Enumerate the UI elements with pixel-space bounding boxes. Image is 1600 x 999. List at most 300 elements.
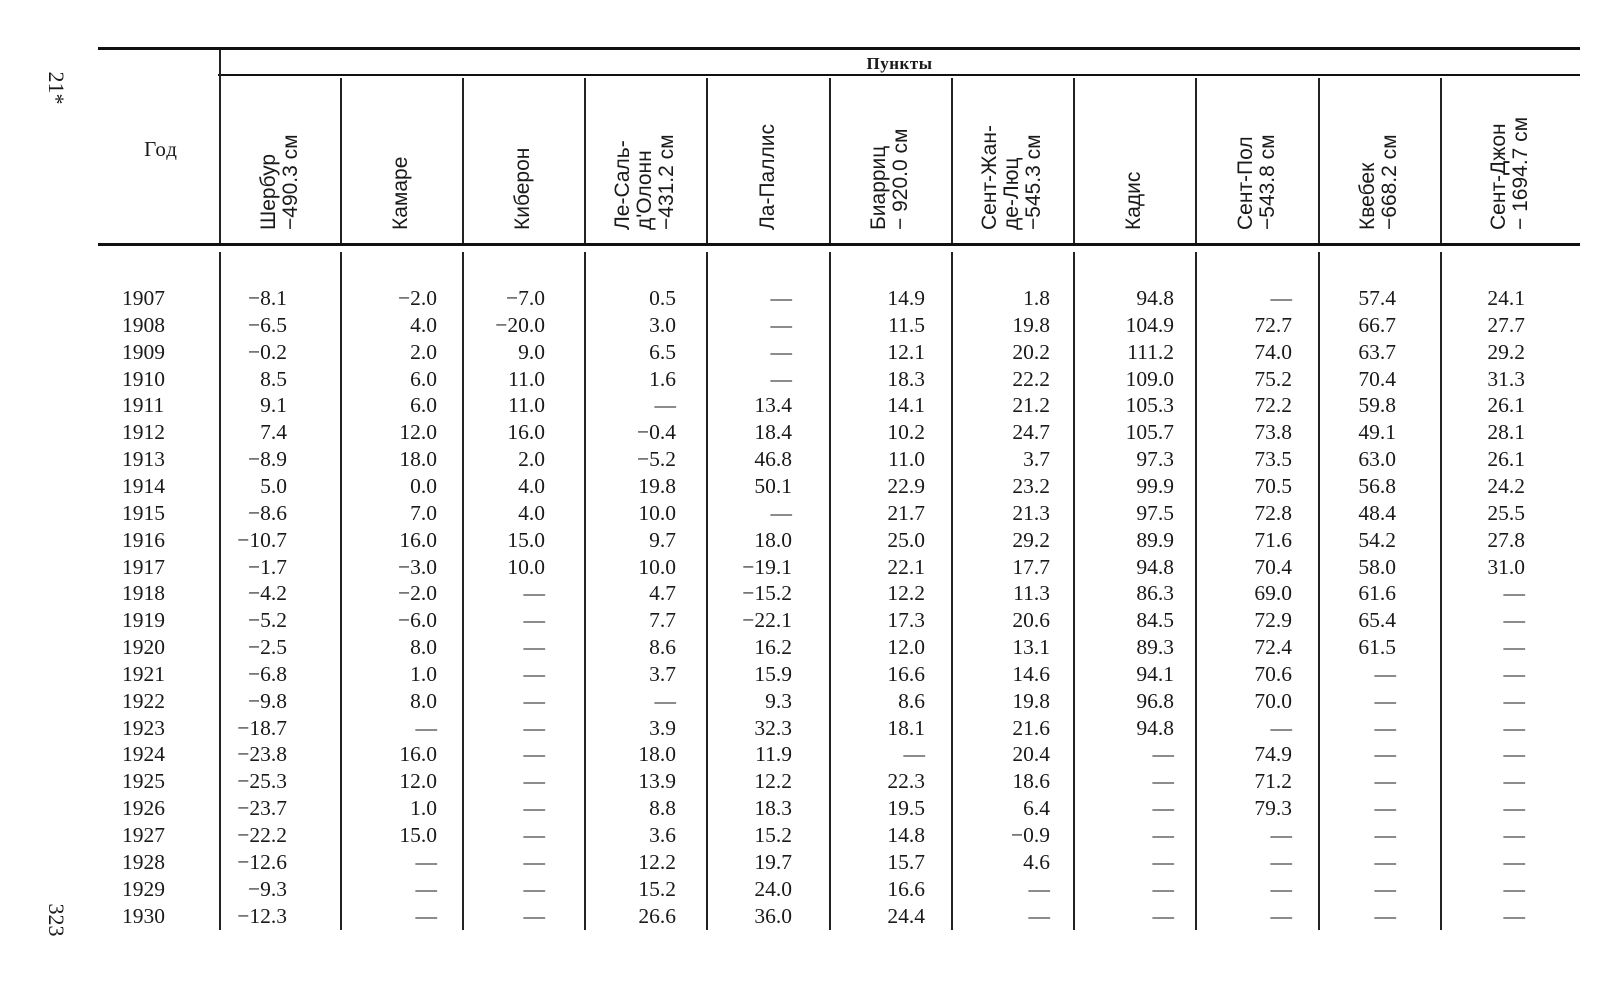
value-cell: 16.6 [887, 876, 925, 901]
value-cell: — [1374, 769, 1396, 794]
value-cell: — [1152, 796, 1174, 821]
value-cell: 72.7 [1254, 312, 1292, 337]
year-cell: 1907 [122, 286, 165, 310]
value-cell: — [1503, 608, 1525, 633]
value-cell: — [1503, 769, 1525, 794]
value-cell: −12.3 [237, 903, 287, 928]
value-cell: 21.7 [887, 500, 925, 525]
year-cell: 1908 [122, 312, 165, 337]
value-cell: — [1503, 661, 1525, 686]
value-cell: 21.3 [1012, 500, 1050, 525]
value-cell: 1.0 [410, 661, 437, 686]
value-cell: 8.6 [898, 688, 925, 713]
value-cell: — [1503, 876, 1525, 901]
group-header-rule [218, 74, 1580, 76]
value-cell: 18.4 [754, 420, 792, 445]
value-cell: −25.3 [237, 769, 287, 794]
value-cell: 2.0 [518, 447, 545, 472]
value-cell: 73.5 [1254, 447, 1292, 472]
value-cell: — [1503, 796, 1525, 821]
value-cell: 3.7 [1023, 447, 1050, 472]
year-cell: 1925 [122, 769, 165, 794]
year-cell: 1910 [122, 366, 165, 391]
value-cell: — [523, 796, 545, 821]
value-cell: 72.4 [1254, 635, 1292, 660]
value-cell: 16.2 [754, 635, 792, 660]
value-cell: 48.4 [1358, 500, 1396, 525]
value-cell: 74.0 [1254, 339, 1292, 364]
value-cell: 70.5 [1254, 473, 1292, 498]
column-header [1449, 82, 1600, 242]
value-cell: −6.5 [247, 312, 287, 337]
value-cell: — [1503, 688, 1525, 713]
value-cell: 84.5 [1136, 608, 1174, 633]
value-cell: — [654, 393, 676, 418]
value-cell: — [770, 286, 792, 310]
value-cell: — [1270, 823, 1292, 847]
year-cell: 1922 [122, 688, 165, 713]
value-cell: −9.3 [247, 876, 287, 901]
value-cell: 11.3 [1013, 581, 1050, 606]
value-cell: 89.9 [1136, 527, 1174, 552]
value-cell: −8.6 [247, 500, 287, 525]
value-cell: 36.0 [754, 903, 792, 928]
value-cell: 18.3 [887, 366, 925, 391]
value-cell: — [1374, 742, 1396, 767]
value-cell: 1.0 [410, 796, 437, 821]
page-number-bottom: 323 [44, 903, 69, 937]
value-cell: 50.1 [754, 473, 792, 498]
value-cell: 4.0 [518, 473, 545, 498]
value-cell: −5.2 [247, 608, 287, 633]
value-cell: 9.0 [518, 339, 545, 364]
value-cell: 6.0 [410, 393, 437, 418]
value-cell: 65.4 [1358, 608, 1396, 633]
value-cell: 15.7 [887, 849, 925, 874]
value-cell: 61.5 [1358, 635, 1396, 660]
value-cell: 24.2 [1487, 473, 1525, 498]
value-cell: 7.0 [410, 500, 437, 525]
value-cell: 6.4 [1023, 796, 1050, 821]
value-cell: 20.4 [1012, 742, 1050, 767]
value-cell: 19.8 [1012, 688, 1050, 713]
value-cell: 70.6 [1254, 661, 1292, 686]
value-cell: −0.2 [247, 339, 287, 364]
value-cell: −2.5 [247, 635, 287, 660]
value-cell: — [1374, 849, 1396, 874]
column-header-line: −490.3 см [278, 134, 302, 230]
value-cell: 49.1 [1358, 420, 1396, 445]
value-cell: — [415, 876, 437, 901]
value-cell: 8.5 [260, 366, 287, 391]
value-cell: −6.8 [247, 661, 287, 686]
value-cell: 14.1 [887, 393, 925, 418]
value-cell: −12.6 [237, 849, 287, 874]
value-cell: 14.6 [1012, 661, 1050, 686]
table-top-rule [98, 47, 1580, 50]
group-header-label: Пункты [866, 54, 933, 73]
value-cell: −8.9 [247, 447, 287, 472]
year-cell: 1926 [122, 796, 165, 821]
value-cell: — [1374, 823, 1396, 847]
value-cell: — [1503, 742, 1525, 767]
value-cell: — [523, 849, 545, 874]
value-cell: — [1374, 876, 1396, 901]
column-header-line: д'Олонн [633, 150, 656, 230]
value-cell: 94.8 [1136, 286, 1174, 310]
value-cell: 24.7 [1012, 420, 1050, 445]
value-cell: 26.6 [638, 903, 676, 928]
column-header-line: − 1694.7 см [1509, 116, 1532, 230]
value-cell: 73.8 [1254, 420, 1292, 445]
value-cell: 1.6 [649, 366, 676, 391]
value-cell: 72.9 [1254, 608, 1292, 633]
value-cell: 105.7 [1125, 420, 1174, 445]
value-cell: — [1152, 742, 1174, 767]
value-cell: 10.0 [638, 554, 676, 579]
value-cell: — [523, 661, 545, 686]
value-cell: 22.1 [887, 554, 925, 579]
year-cell: 1927 [122, 823, 165, 847]
value-cell: 12.2 [887, 581, 925, 606]
value-cell: 46.8 [754, 447, 792, 472]
value-cell: 23.2 [1012, 473, 1050, 498]
value-cell: — [523, 715, 545, 740]
value-cell: −23.7 [237, 796, 287, 821]
value-cell: 11.0 [508, 366, 545, 391]
value-cell: 8.6 [649, 635, 676, 660]
value-cell: 20.2 [1012, 339, 1050, 364]
value-cell: −9.8 [247, 688, 287, 713]
value-cell: 17.3 [887, 608, 925, 633]
value-cell: 19.8 [638, 473, 676, 498]
value-cell: 18.0 [399, 447, 437, 472]
value-cell: 4.6 [1023, 849, 1050, 874]
value-cell: 75.2 [1254, 366, 1292, 391]
value-cell: −1.7 [247, 554, 287, 579]
value-cell: −4.2 [247, 581, 287, 606]
value-cell: 12.0 [399, 420, 437, 445]
year-cell: 1917 [122, 554, 165, 579]
column-header-line: Сент-Пол [1233, 136, 1257, 230]
value-cell: — [1374, 661, 1396, 686]
column-header-line: −543.8 см [1255, 134, 1279, 230]
value-cell: 79.3 [1254, 796, 1292, 821]
value-cell: 94.8 [1136, 715, 1174, 740]
value-cell: 21.6 [1012, 715, 1050, 740]
value-cell: 6.0 [410, 366, 437, 391]
value-cell: — [523, 742, 545, 767]
value-cell: 16.6 [887, 661, 925, 686]
value-cell: 26.1 [1487, 393, 1525, 418]
value-cell: 13.1 [1012, 635, 1050, 660]
value-cell: −23.8 [237, 742, 287, 767]
value-cell: — [523, 769, 545, 794]
value-cell: — [1270, 286, 1292, 310]
column-header-line: −668.2 см [1378, 134, 1401, 230]
value-cell: 24.4 [887, 903, 925, 928]
year-cell: 1930 [122, 903, 165, 928]
year-cell: 1914 [122, 473, 165, 498]
value-cell: 104.9 [1125, 312, 1174, 337]
value-cell: 22.9 [887, 473, 925, 498]
value-cell: 57.4 [1358, 286, 1396, 310]
year-cell: 1920 [122, 635, 165, 660]
value-cell: 11.9 [755, 742, 792, 767]
value-cell: — [523, 688, 545, 713]
value-cell: 63.0 [1358, 447, 1396, 472]
value-cell: 11.0 [508, 393, 545, 418]
value-cell: — [1152, 823, 1174, 847]
value-cell: 4.0 [410, 312, 437, 337]
column-header-line: Кадис [1122, 171, 1145, 230]
value-cell: 71.2 [1254, 769, 1292, 794]
value-cell: 16.0 [507, 420, 545, 445]
value-cell: — [415, 849, 437, 874]
value-cell: 19.7 [754, 849, 792, 874]
value-cell: — [1270, 715, 1292, 740]
column-header-line: −545.3 см [1022, 134, 1045, 230]
value-cell: — [1270, 849, 1292, 874]
year-cell: 1913 [122, 447, 165, 472]
column-header-line: − 920.0 см [889, 128, 912, 230]
value-cell: 19.8 [1012, 312, 1050, 337]
value-cell: 15.2 [754, 823, 792, 847]
value-cell: −3.0 [397, 554, 437, 579]
column-header-line: де-Люц [1000, 157, 1023, 230]
value-cell: 12.0 [399, 769, 437, 794]
year-cell: 1912 [122, 420, 165, 445]
value-cell: — [1503, 849, 1525, 874]
value-cell: — [654, 688, 676, 713]
value-cell: 24.1 [1487, 286, 1525, 310]
column-header-line: −431.2 см [655, 134, 678, 230]
value-cell: — [1152, 769, 1174, 794]
value-cell: 25.0 [887, 527, 925, 552]
value-cell: 70.0 [1254, 688, 1292, 713]
value-cell: — [770, 312, 792, 337]
value-cell: 63.7 [1358, 339, 1396, 364]
value-cell: 9.1 [260, 393, 287, 418]
value-cell: −10.7 [237, 527, 287, 552]
value-cell: 111.2 [1127, 339, 1174, 364]
column-header-line: Ле-Саль- [611, 140, 634, 230]
value-cell: — [1374, 688, 1396, 713]
value-cell: 61.6 [1358, 581, 1396, 606]
value-cell: 26.1 [1487, 447, 1525, 472]
value-cell: 2.0 [410, 339, 437, 364]
value-cell: 9.3 [765, 688, 792, 713]
value-cell: 12.2 [638, 849, 676, 874]
value-cell: — [1374, 903, 1396, 928]
value-cell: — [770, 500, 792, 525]
column-header-line: Квебек [1356, 162, 1379, 230]
year-cell: 1919 [122, 608, 165, 633]
value-cell: 66.7 [1358, 312, 1396, 337]
value-cell: 15.9 [754, 661, 792, 686]
value-cell: 72.8 [1254, 500, 1292, 525]
value-cell: −20.0 [495, 312, 545, 337]
value-cell: 72.2 [1254, 393, 1292, 418]
value-cell: −2.0 [397, 581, 437, 606]
value-cell: — [1503, 715, 1525, 740]
value-cell: — [1270, 903, 1292, 928]
value-cell: 96.8 [1136, 688, 1174, 713]
value-cell: 56.8 [1358, 473, 1396, 498]
value-cell: 70.4 [1254, 554, 1292, 579]
value-cell: 18.0 [754, 527, 792, 552]
value-cell: −7.0 [505, 286, 545, 310]
value-cell: 27.7 [1487, 312, 1525, 337]
value-cell: 86.3 [1136, 581, 1174, 606]
value-cell: 58.0 [1358, 554, 1396, 579]
value-cell: 4.0 [518, 500, 545, 525]
value-cell: 4.7 [649, 581, 676, 606]
year-cell: 1915 [122, 500, 165, 525]
value-cell: — [523, 581, 545, 606]
value-cell: 7.4 [260, 420, 287, 445]
value-cell: — [1503, 823, 1525, 847]
column-header-line: Камаре [389, 156, 412, 230]
value-cell: 11.5 [888, 312, 925, 337]
column-header-line: Шербур [256, 153, 280, 230]
value-cell: 3.7 [649, 661, 676, 686]
value-cell: 15.0 [399, 823, 437, 847]
value-cell: — [903, 742, 925, 767]
value-cell: 31.3 [1487, 366, 1525, 391]
value-cell: — [1503, 581, 1525, 606]
value-cell: 25.5 [1487, 500, 1525, 525]
value-cell: −15.2 [742, 581, 792, 606]
value-cell: — [1152, 849, 1174, 874]
value-cell: 8.0 [410, 688, 437, 713]
year-cell: 1928 [122, 849, 165, 874]
value-cell: 94.1 [1136, 661, 1174, 686]
value-cell: −2.0 [397, 286, 437, 310]
column-header-line: Биарриц [867, 145, 890, 230]
value-cell: 10.2 [887, 420, 925, 445]
value-cell: −19.1 [742, 554, 792, 579]
value-cell: 12.0 [887, 635, 925, 660]
value-cell: −0.9 [1010, 823, 1050, 847]
value-cell: — [1152, 903, 1174, 928]
value-cell: 94.8 [1136, 554, 1174, 579]
value-cell: 20.6 [1012, 608, 1050, 633]
value-cell: 21.2 [1012, 393, 1050, 418]
value-cell: −22.1 [742, 608, 792, 633]
value-cell: 3.9 [649, 715, 676, 740]
value-cell: 18.6 [1012, 769, 1050, 794]
value-cell: 11.0 [888, 447, 925, 472]
value-cell: −22.2 [237, 823, 287, 847]
value-cell: 3.0 [649, 312, 676, 337]
value-cell: — [1503, 903, 1525, 928]
column-header-line: Сент-Джон [1487, 123, 1510, 230]
value-cell: 8.0 [410, 635, 437, 660]
value-cell: −18.7 [237, 715, 287, 740]
value-cell: — [1028, 903, 1050, 928]
value-cell: — [1028, 876, 1050, 901]
value-cell: 24.0 [754, 876, 792, 901]
value-cell: 69.0 [1254, 581, 1292, 606]
value-cell: 9.7 [649, 527, 676, 552]
value-cell: 18.3 [754, 796, 792, 821]
value-cell: 12.1 [887, 339, 925, 364]
value-cell: — [1503, 635, 1525, 660]
value-cell: 3.6 [649, 823, 676, 847]
year-cell: 1923 [122, 715, 165, 740]
column-header-line: Киберон [511, 147, 534, 230]
value-cell: 17.7 [1012, 554, 1050, 579]
value-cell: 27.8 [1487, 527, 1525, 552]
column-header-line: Сент-Жан- [978, 125, 1001, 230]
value-cell: −5.2 [636, 447, 676, 472]
year-cell: 1918 [122, 581, 165, 606]
header-bottom-rule [98, 243, 1580, 246]
value-cell: 12.2 [754, 769, 792, 794]
value-cell: 29.2 [1487, 339, 1525, 364]
value-cell: −8.1 [247, 286, 287, 310]
value-cell: 15.0 [507, 527, 545, 552]
year-header: Год [144, 137, 178, 161]
year-cell: 1921 [122, 661, 165, 686]
value-cell: 15.2 [638, 876, 676, 901]
value-cell: — [415, 715, 437, 740]
value-cell: 22.2 [1012, 366, 1050, 391]
value-cell: 14.9 [887, 286, 925, 310]
value-cell: — [523, 635, 545, 660]
value-cell: 59.8 [1358, 393, 1396, 418]
year-cell: 1909 [122, 339, 165, 364]
value-cell: 5.0 [260, 473, 287, 498]
year-cell: 1916 [122, 527, 165, 552]
value-cell: 74.9 [1254, 742, 1292, 767]
value-cell: — [523, 608, 545, 633]
value-cell: −6.0 [397, 608, 437, 633]
value-cell: 54.2 [1358, 527, 1396, 552]
value-cell: — [523, 823, 545, 847]
value-cell: — [1270, 876, 1292, 901]
value-cell: 0.5 [649, 286, 676, 310]
value-cell: — [1152, 876, 1174, 901]
value-cell: 14.8 [887, 823, 925, 847]
value-cell: 13.4 [754, 393, 792, 418]
year-cell: 1924 [122, 742, 165, 767]
value-cell: — [770, 339, 792, 364]
year-cell: 1929 [122, 876, 165, 901]
value-cell: — [1374, 715, 1396, 740]
value-cell: 71.6 [1254, 527, 1292, 552]
value-cell: 10.0 [638, 500, 676, 525]
value-cell: 22.3 [887, 769, 925, 794]
value-cell: 16.0 [399, 742, 437, 767]
value-cell: 89.3 [1136, 635, 1174, 660]
value-cell: 105.3 [1125, 393, 1174, 418]
value-cell: 1.8 [1023, 286, 1050, 310]
value-cell: 97.3 [1136, 447, 1174, 472]
value-cell: 28.1 [1487, 420, 1525, 445]
value-cell: 32.3 [754, 715, 792, 740]
value-cell: −0.4 [636, 420, 676, 445]
value-cell: 18.0 [638, 742, 676, 767]
value-cell: 29.2 [1012, 527, 1050, 552]
value-cell: 16.0 [399, 527, 437, 552]
value-cell: 18.1 [887, 715, 925, 740]
value-cell: — [523, 876, 545, 901]
value-cell: — [415, 903, 437, 928]
value-cell: 109.0 [1125, 366, 1174, 391]
value-cell: 13.9 [638, 769, 676, 794]
